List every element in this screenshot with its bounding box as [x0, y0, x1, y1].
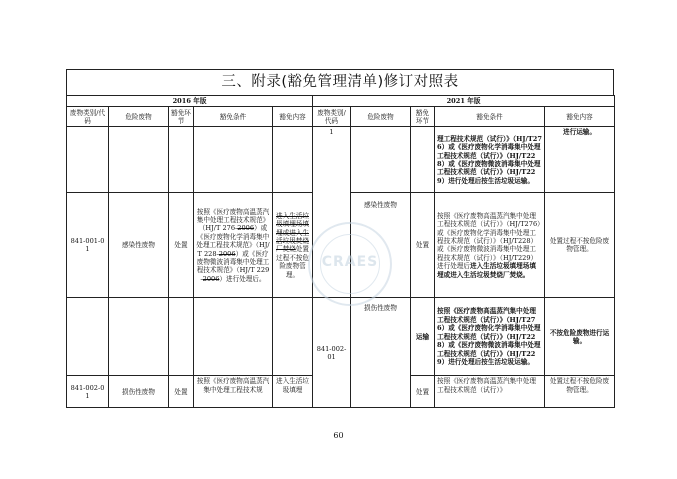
- cell-right-stage-2: 处置: [411, 193, 435, 298]
- year-2021: 2021 年版: [313, 96, 615, 107]
- cell-right-content-4: 处置过程不按危险废物管理。: [545, 376, 615, 408]
- condition-text: ）或《医疗废物化学消毒集中处理工程技术规范》（HJ/T 228-: [196, 224, 270, 258]
- struck-content: 进入生活垃圾填埋场填埋或进入生活垃圾焚烧厂焚烧: [276, 211, 309, 254]
- struck-year: 2006: [218, 249, 236, 258]
- header-left-content: 豁免内容: [273, 107, 313, 127]
- header-left-code: 废物类别/代码: [67, 107, 109, 127]
- header-left-waste: 危险废物: [109, 107, 169, 127]
- cell-left-stage-4: 处置: [169, 376, 194, 408]
- struck-year: 2006: [237, 224, 255, 233]
- cell-left-condition-4: 按照《医疗废物高温蒸汽集中处理工程技术规: [194, 376, 273, 408]
- header-right-stage: 豁免环节: [411, 107, 435, 127]
- header-row: [67, 107, 615, 127]
- condition-text: ）或《医疗废物微波消毒集中处理工程技术规范》（HJ/T 229-: [196, 249, 270, 283]
- header-right-content: 豁免内容: [545, 107, 615, 127]
- header-left-stage: 豁免环节: [169, 107, 194, 127]
- year-2016: 2016 年版: [67, 96, 313, 107]
- page-title: 三、附录(豁免管理清单)修订对照表: [66, 69, 614, 95]
- cell-right-condition-2: [435, 193, 545, 298]
- cell-left-content-2: [273, 193, 313, 298]
- condition-text: 按照《医疗废物高温蒸汽集中处理工程技术规范》（HJ/T 276-: [196, 207, 270, 233]
- cell-left-code-4: 841-002-01: [67, 376, 109, 408]
- cell-right-stage-3: 运输: [411, 298, 435, 376]
- condition-text: 按照《医疗废物高温蒸汽集中处理工程技术规范（试行）》（HJ/T276）或《医疗废物化学消毒集中处理工程技术规范（试行）》（HJ/T228）或《医疗废物微波消毒集中处理工程技术规范（试行）》（HJ/T229）进行处理后: [437, 211, 541, 271]
- header-right-condition: 豁免条件: [435, 107, 545, 127]
- header-right-waste: 危险废物: [351, 107, 411, 127]
- year-row: [67, 96, 615, 107]
- cell-right-code-3: 841-002-01: [313, 298, 351, 408]
- cell-right-content-1: 进行运输。: [545, 127, 615, 193]
- table-row: [67, 127, 615, 193]
- header-right-code: 废物类别/代码: [313, 107, 351, 127]
- watermark-seal: [308, 222, 392, 306]
- page-number: 60: [333, 431, 344, 440]
- header-left-condition: 豁免条件: [194, 107, 273, 127]
- watermark-text: CRAES: [321, 254, 379, 270]
- cell-left-code-2: 841-001-01: [67, 193, 109, 298]
- cell-right-condition-4: 按照《医疗废物高温蒸汽集中处理工程技术规范（试行）》: [435, 376, 545, 408]
- cell-left-waste-2: 感染性废物: [109, 193, 169, 298]
- cell-right-content-3: 不按危险废物进行运输。: [545, 298, 615, 376]
- cell-right-code-1: 1: [313, 127, 351, 298]
- cell-right-stage-4: 处置: [411, 376, 435, 408]
- cell-right-waste-2: 感染性废物: [351, 193, 411, 298]
- cell-right-waste-3: 损伤性废物: [351, 298, 411, 408]
- cell-left-condition-2: [194, 193, 273, 298]
- condition-text: ）进行处理后。: [219, 274, 266, 283]
- cell-right-condition-3: 按照《医疗废物高温蒸汽集中处理工程技术规范（试行）》（HJ/T276）或《医疗废物化学消毒集中处理工程技术规范（试行）》（HJ/T228）或《医疗废物微波消毒集中处理工程技术规范（试行）》（HJ/T229）进行处理后按生活垃圾运输。: [435, 298, 545, 376]
- cell-left-waste-4: 损伤性废物: [109, 376, 169, 408]
- cell-left-stage-2: 处置: [169, 193, 194, 298]
- table-row: [67, 298, 615, 376]
- struck-year: 2006: [202, 274, 220, 283]
- condition-added: 进入生活垃圾填埋场填埋或进入生活垃圾焚烧厂焚烧。: [437, 262, 536, 279]
- cell-right-condition-1: 理工程技术规范（试行）》（HJ/T276）或《医疗废物化学消毒集中处理工程技术规范（试行）》（HJ/T228）或《医疗废物微波消毒集中处理工程技术规范（试行）》（HJ/T229）进行处理后按生活垃圾运输。: [435, 127, 545, 193]
- cell-right-content-2: 处置过程不按危险废物管理。: [545, 193, 615, 298]
- cell-left-content-4: 进入生活垃圾填埋: [273, 376, 313, 408]
- content-text: 处置过程不按危险废物管理。: [276, 245, 309, 279]
